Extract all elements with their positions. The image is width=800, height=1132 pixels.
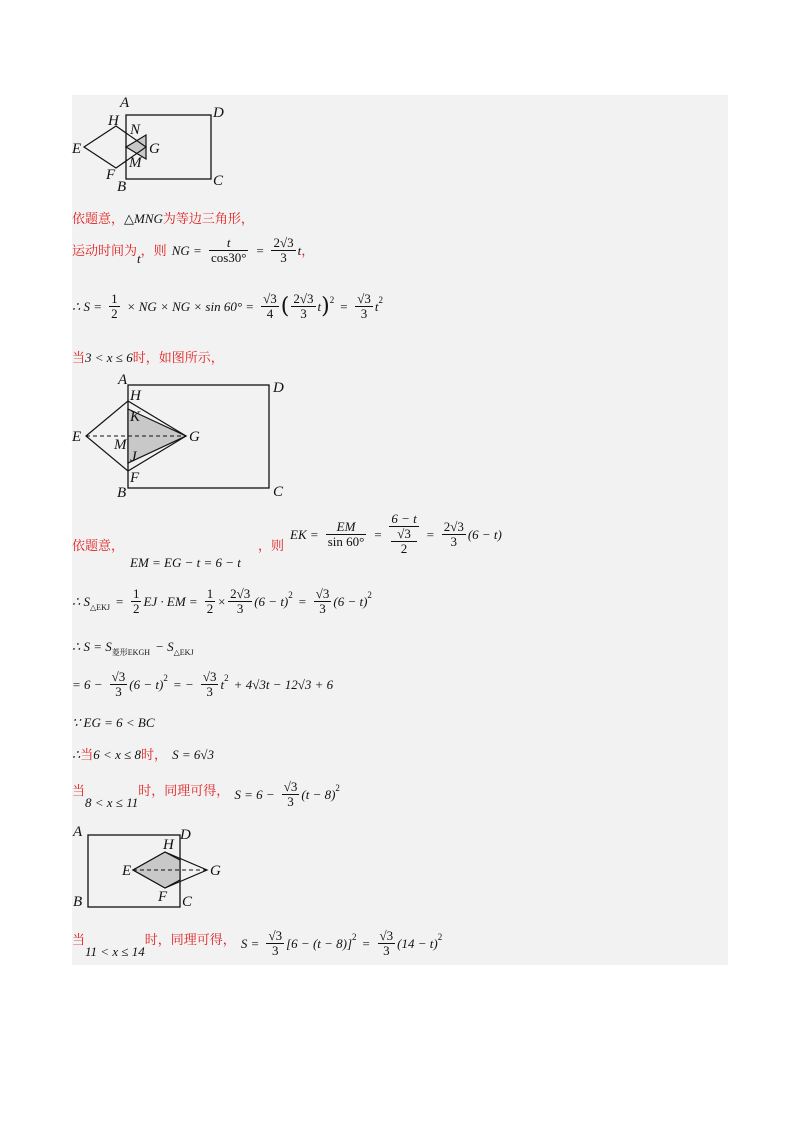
line-case-5	[72, 929, 442, 960]
exponent: 2	[378, 295, 383, 305]
math: =	[425, 527, 435, 542]
numerator: EM	[326, 520, 367, 535]
numerator: √3	[202, 669, 217, 684]
text: 时，	[140, 748, 167, 763]
label-G: G	[149, 141, 160, 157]
math: (6 − t)	[467, 527, 502, 542]
math: − S	[155, 639, 174, 654]
numerator: 2√3	[443, 519, 464, 534]
figure-1	[70, 95, 240, 195]
math: △MNG	[124, 211, 163, 226]
label-E: E	[72, 141, 82, 157]
figure-3	[70, 822, 230, 914]
denominator: 2	[400, 541, 408, 556]
numerator: √3	[379, 928, 394, 943]
math: t	[317, 299, 322, 314]
label-M: M	[114, 437, 127, 453]
figure-2	[70, 372, 300, 502]
math: ∴ S	[72, 594, 91, 609]
math: + 4√3t − 12√3 + 6	[233, 677, 334, 692]
math: [6 − (t − 8)]	[286, 936, 353, 951]
math: (6 − t)	[333, 594, 368, 609]
denominator: 3	[383, 943, 390, 958]
denominator: cos30°	[210, 250, 247, 265]
exponent: 2	[163, 673, 168, 683]
text: ，则	[258, 539, 285, 554]
math: ∴	[72, 747, 81, 762]
math: (6 − t)	[254, 594, 289, 609]
subscript: 菱形EKGH	[111, 648, 151, 657]
label-H: H	[130, 388, 141, 404]
label-K: K	[130, 409, 141, 425]
math: 8 < x ≤ 11	[85, 795, 139, 810]
numerator: 2√3	[273, 235, 294, 250]
text: 为等边三角形，	[162, 212, 254, 227]
label-D: D	[213, 105, 224, 121]
math: S =	[240, 936, 260, 951]
numerator: √3	[263, 291, 277, 306]
denominator: 3	[236, 601, 244, 616]
denominator: 3	[206, 684, 213, 699]
numerator: √3	[111, 669, 126, 684]
line-case-3	[72, 744, 214, 763]
math: =	[255, 243, 265, 258]
text: 时，同理可得，	[138, 784, 230, 799]
denominator: 3	[280, 250, 287, 265]
math: t	[374, 299, 379, 314]
line-s-diff	[72, 636, 194, 658]
label-F: F	[130, 470, 140, 486]
numerator: √3	[357, 291, 371, 306]
text: 当	[72, 933, 86, 948]
exponent: 2	[352, 932, 357, 942]
label-H: H	[108, 113, 119, 129]
subscript: △EKJ	[173, 648, 194, 657]
text: 当	[72, 351, 86, 366]
label-N: N	[130, 122, 141, 138]
math: ∴ S =	[72, 299, 103, 314]
math: × NG × NG × sin 60° =	[126, 299, 255, 314]
math: ×	[217, 594, 227, 609]
denominator: 4	[266, 306, 274, 321]
math: = −	[172, 677, 194, 692]
label-D: D	[273, 380, 284, 396]
line-ek-label	[72, 535, 124, 554]
math: (t − 8)	[301, 787, 336, 802]
math: 3 < x ≤ 6	[85, 350, 133, 365]
denominator: 3	[287, 794, 294, 809]
math: =	[339, 299, 349, 314]
math: EJ · EM =	[143, 594, 198, 609]
exponent: 2	[288, 590, 293, 600]
label-F: F	[158, 889, 168, 905]
exponent: 2	[367, 590, 372, 600]
text: ，则	[140, 244, 167, 259]
line-area-ekj	[72, 587, 372, 616]
label-M: M	[129, 155, 142, 171]
numerator: 2√3	[293, 291, 314, 306]
line-case-4	[72, 780, 340, 811]
denominator: 3	[272, 943, 279, 958]
label-G: G	[189, 429, 200, 445]
text: 依题意，	[72, 539, 125, 554]
numerator: √3	[268, 928, 283, 943]
text: 时，同理可得，	[144, 933, 236, 948]
exponent: 2	[335, 783, 340, 793]
label-C: C	[273, 484, 284, 500]
text: 当	[80, 748, 94, 763]
label-G: G	[210, 863, 221, 879]
subscript: △EKJ	[90, 603, 110, 612]
math: (6 − t)	[129, 677, 164, 692]
math: t	[220, 677, 225, 692]
line-case-2	[72, 347, 224, 366]
label-A: A	[73, 824, 83, 840]
math: t	[297, 243, 302, 258]
numerator: 1	[132, 586, 140, 601]
denominator: 3	[115, 684, 122, 699]
math: =	[373, 527, 383, 542]
line-equilateral	[72, 208, 254, 227]
exponent: 2	[437, 932, 443, 942]
label-E: E	[122, 863, 132, 879]
label-B: B	[73, 894, 83, 910]
denominator: 2	[206, 601, 214, 616]
line-eg: ∵ EG = 6 < BC	[72, 715, 155, 730]
label-D: D	[180, 827, 191, 843]
numerator: 2√3	[230, 586, 251, 601]
label-A: A	[120, 95, 130, 111]
label-H: H	[163, 837, 174, 853]
math: = 6 −	[72, 677, 103, 692]
math: =	[361, 936, 371, 951]
exponent: 2	[224, 673, 229, 683]
text: 运动时间为	[72, 244, 138, 259]
denominator: 3	[450, 534, 457, 549]
denominator: 2	[111, 306, 118, 321]
line-s-expand	[72, 670, 333, 699]
label-A: A	[118, 372, 128, 388]
numerator: t	[209, 236, 249, 251]
denominator: 3	[319, 601, 326, 616]
numerator: 1	[206, 586, 214, 601]
math: NG =	[171, 243, 202, 258]
numerator: √3	[315, 586, 330, 601]
label-B: B	[117, 485, 127, 501]
numerator: √3	[283, 779, 298, 794]
label-C: C	[182, 894, 193, 910]
denominator: 3	[300, 306, 307, 321]
math: EK =	[290, 527, 319, 542]
denominator: sin 60°	[327, 534, 365, 549]
line-ek	[290, 512, 502, 556]
label-J: J	[130, 449, 137, 465]
numerator: √3	[391, 527, 416, 542]
denominator: 3	[360, 306, 368, 321]
line-em: EM = EG − t = 6 − t	[130, 555, 241, 570]
label-C: C	[213, 173, 224, 189]
math: (14 − t)	[397, 936, 438, 951]
label-F: F	[106, 167, 116, 183]
line-area-1: ∴ S = $\frac{1}{2}$ × NG × NG × sin 60° = $\frac{√3}{4}$ ( $\frac{2√3}{3}$ t)$^2$ = $\frac{√3}{3}$ $t^2$	[72, 291, 383, 321]
math: S = 6√3	[172, 747, 215, 762]
math: 6 < x ≤ 8	[93, 747, 141, 762]
math: t	[137, 251, 141, 266]
math: ∴ S = S	[72, 639, 112, 654]
math: =	[297, 594, 307, 609]
denominator: 2	[132, 601, 140, 616]
numerator: 6 − t	[391, 511, 417, 526]
line-time	[72, 236, 314, 267]
text: 当	[72, 784, 86, 799]
line-ek-then	[258, 535, 284, 554]
math: =	[115, 594, 124, 609]
exponent: 2	[329, 295, 335, 305]
math: S = 6 −	[234, 787, 275, 802]
text: ，	[301, 244, 315, 259]
label-E: E	[72, 429, 82, 445]
math: 11 < x ≤ 14	[85, 944, 145, 959]
numerator: 1	[111, 291, 118, 306]
label-B: B	[117, 179, 127, 195]
text: 依题意，	[72, 212, 125, 227]
text: 时，如图所示，	[132, 351, 224, 366]
